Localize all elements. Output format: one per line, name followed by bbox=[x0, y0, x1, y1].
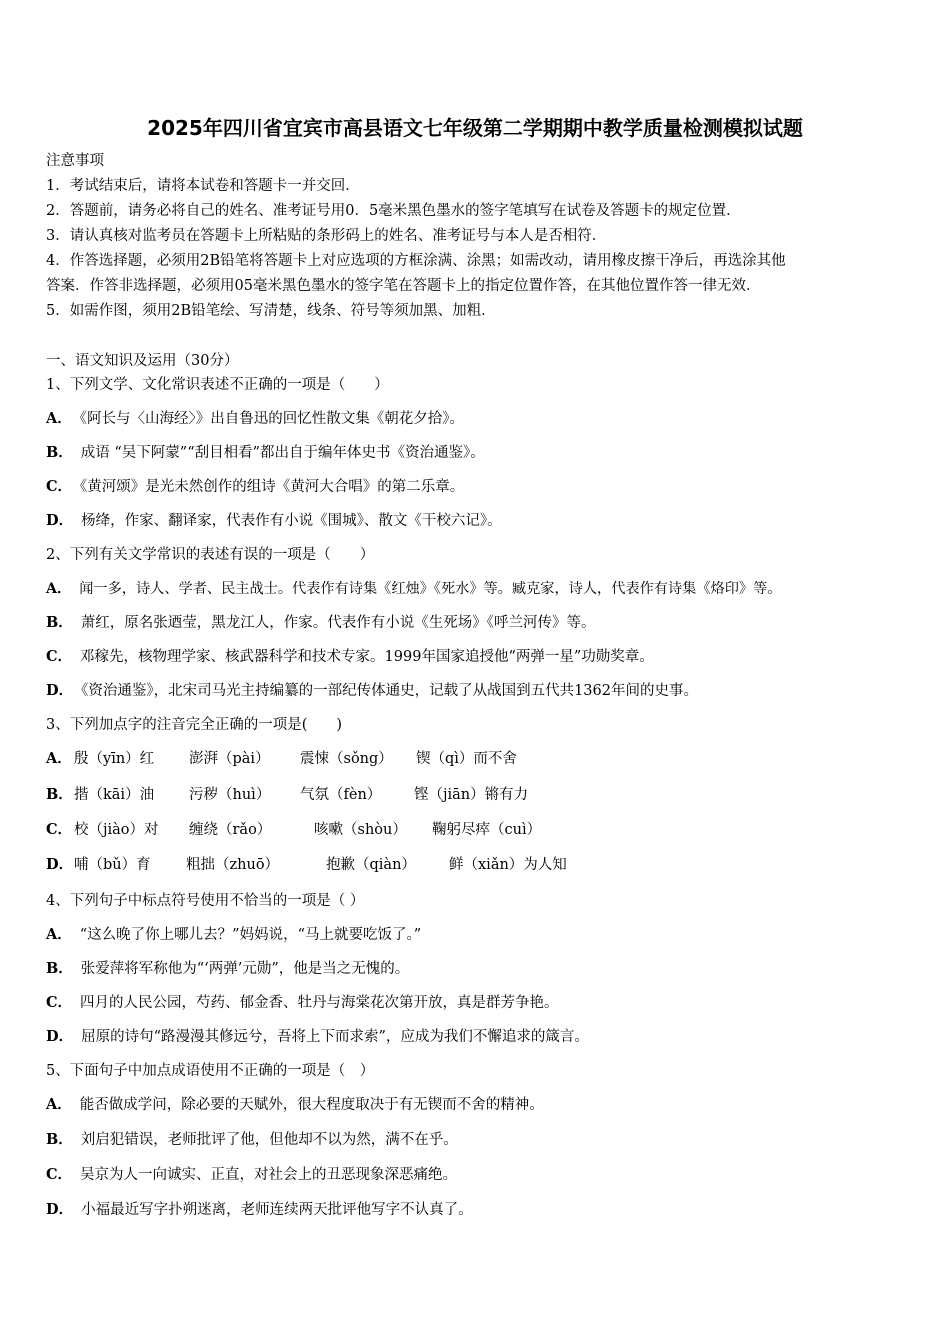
question-stem-1: 1、下列文学、文化常识表述不正确的一项是（ ） bbox=[46, 377, 389, 393]
q1-option-c bbox=[46, 477, 464, 497]
option-label: C． bbox=[46, 648, 73, 665]
pinyin-item: 铿（jiān）锵有力 bbox=[414, 787, 529, 803]
option-text: “这么晚了你上哪儿去？”妈妈说，“马上就要吃饭了。” bbox=[79, 927, 422, 943]
page-title: 2025年四川省宜宾市高县语文七年级第二学期期中教学质量检测模拟试题 bbox=[147, 116, 803, 140]
option-text: 屈原的诗句“路漫漫其修远兮，吾将上下而求索”，应成为我们不懈追求的箴言。 bbox=[81, 1029, 589, 1045]
pinyin-item: 哺（bǔ）育 bbox=[74, 857, 151, 873]
section-heading: 一、语文知识及运用（30分） bbox=[46, 353, 239, 369]
q2-option-c bbox=[46, 647, 654, 667]
q4-option-a bbox=[46, 925, 421, 945]
option-label: A． bbox=[46, 581, 72, 597]
pinyin-item: 粗拙（zhuō） bbox=[186, 857, 280, 873]
option-text: 闻一多，诗人、学者、民主战士。代表作有诗集《红烛》《死水》等。臧克家，诗人，代表作有诗集《烙印》等。 bbox=[79, 581, 782, 597]
pinyin-item: 殷（yīn）红 bbox=[74, 751, 155, 767]
pinyin-item: 锲（qì）而不舍 bbox=[416, 751, 517, 767]
option-label: D． bbox=[46, 512, 74, 529]
option-label: B． bbox=[46, 444, 73, 461]
q5-option-c bbox=[46, 1165, 457, 1185]
option-label: C． bbox=[46, 994, 73, 1011]
question-stem-4: 4、下列句子中标点符号使用不恰当的一项是（ ） bbox=[46, 893, 365, 909]
option-label: B． bbox=[46, 1131, 73, 1148]
q4-option-b bbox=[46, 959, 409, 979]
option-label: C． bbox=[46, 1166, 73, 1183]
pinyin-item: 气氛（fèn） bbox=[300, 787, 382, 803]
pinyin-item: 缠绕（rǎo） bbox=[189, 822, 272, 838]
option-text: 四月的人民公园，芍药、郁金香、牡丹与海棠花次第开放，真是群芳争艳。 bbox=[80, 995, 559, 1011]
q4-option-c bbox=[46, 993, 559, 1013]
option-text: 《阿长与〈山海经〉》出自鲁迅的回忆性散文集《朝花夕拾》。 bbox=[79, 411, 465, 427]
option-label: A． bbox=[46, 1096, 72, 1113]
option-label: D． bbox=[46, 1028, 74, 1045]
option-label: B． bbox=[46, 614, 73, 631]
option-text: 《黄河颂》是光未然创作的组诗《黄河大合唱》的第二乐章。 bbox=[80, 479, 465, 495]
option-label: C． bbox=[46, 478, 73, 495]
option-label: D． bbox=[46, 1201, 74, 1218]
option-text: 小福最近写字扑朔迷离，老师连续两天批评他写字不认真了。 bbox=[81, 1202, 473, 1218]
option-label: B． bbox=[46, 960, 73, 977]
question-stem-3: 3、下列加点字的注音完全正确的一项是( ) bbox=[46, 717, 343, 733]
q1-option-d bbox=[46, 511, 502, 531]
pinyin-item: 揩（kāi）油 bbox=[74, 787, 155, 803]
notice-heading: 注意事项 bbox=[46, 153, 104, 169]
q5-option-b bbox=[46, 1130, 458, 1150]
option-text: 萧红，原名张迺莹，黑龙江人，作家。代表作有小说《生死场》《呼兰河传》等。 bbox=[80, 615, 596, 631]
q5-option-d bbox=[46, 1200, 473, 1220]
q1-option-b bbox=[46, 443, 485, 463]
pinyin-item: 污秽（huì） bbox=[189, 787, 271, 803]
option-label: D． bbox=[46, 682, 74, 699]
option-text: 吴京为人一向诚实、正直，对社会上的丑恶现象深恶痛绝。 bbox=[80, 1167, 458, 1183]
pinyin-item: 澎湃（pài） bbox=[189, 751, 270, 767]
q4-option-d bbox=[46, 1027, 589, 1047]
option-label: D． bbox=[46, 856, 74, 873]
option-label: C． bbox=[46, 821, 73, 838]
notice-item: 5．如需作图，须用2B铅笔绘、写清楚，线条、符号等须加黑、加粗． bbox=[46, 303, 496, 319]
option-text: 成语 “吴下阿蒙”“刮目相看”都出自于编年体史书《资治通鉴》。 bbox=[80, 445, 485, 461]
option-text: 张爱萍将军称他为“‘两弹’元勋”，他是当之无愧的。 bbox=[80, 961, 410, 977]
option-text: 杨绛，作家、翻译家，代表作有小说《围城》、散文《干校六记》。 bbox=[81, 513, 502, 529]
q1-option-a bbox=[46, 409, 464, 429]
option-text: 能否做成学问，除必要的天赋外，很大程度取决于有无锲而不舍的精神。 bbox=[79, 1097, 544, 1113]
pinyin-item: 鞠躬尽瘁（cuì） bbox=[432, 822, 542, 838]
notice-item: 答案．作答非选择题，必须用05毫米黑色墨水的签字笔在答题卡上的指定位置作答，在其他位置作答一律无效． bbox=[46, 278, 761, 294]
q5-option-a bbox=[46, 1095, 544, 1115]
option-label: A． bbox=[46, 926, 72, 943]
notice-item: 2．答题前，请务必将自己的姓名、准考证号用0．5毫米黑色墨水的签字笔填写在试卷及答题卡的规定位置． bbox=[46, 203, 741, 219]
pinyin-item: 咳嗽（shòu） bbox=[314, 822, 407, 838]
question-stem-5: 5、下面句子中加点成语使用不正确的一项是（ ） bbox=[46, 1063, 375, 1079]
option-label: A． bbox=[46, 750, 72, 767]
option-label: A． bbox=[46, 410, 72, 427]
question-stem-2: 2、下列有关文学常识的表述有误的一项是（ ） bbox=[46, 547, 375, 563]
pinyin-item: 校（jiào）对 bbox=[74, 822, 159, 838]
pinyin-item: 鲜（xiǎn）为人知 bbox=[449, 857, 567, 873]
pinyin-item: 抱歉（qiàn） bbox=[326, 857, 416, 873]
q2-option-a bbox=[46, 579, 781, 599]
pinyin-item: 震悚（sǒng） bbox=[300, 751, 393, 767]
q2-option-d bbox=[46, 681, 698, 701]
option-text: 刘启犯错误，老师批评了他，但他却不以为然，满不在乎。 bbox=[80, 1132, 458, 1148]
notice-item: 3．请认真核对监考员在答题卡上所粘贴的条形码上的姓名、准考证号与本人是否相符． bbox=[46, 228, 607, 244]
notice-item: 1．考试结束后，请将本试卷和答题卡一并交回． bbox=[46, 178, 360, 194]
q2-option-b bbox=[46, 613, 596, 633]
notice-item: 4．作答选择题，必须用2B铅笔将答题卡上对应选项的方框涂满、涂黑；如需改动，请用橡皮擦干净后，再选涂其他 bbox=[46, 253, 786, 269]
option-label: B． bbox=[46, 786, 73, 803]
option-text: 《资治通鉴》，北宋司马光主持编纂的一部纪传体通史，记载了从战国到五代共1362年间的史事。 bbox=[81, 683, 698, 699]
option-text: 邓稼先，核物理学家、核武器科学和技术专家。1999年国家追授他“两弹一星”功勋奖章。 bbox=[80, 649, 654, 665]
